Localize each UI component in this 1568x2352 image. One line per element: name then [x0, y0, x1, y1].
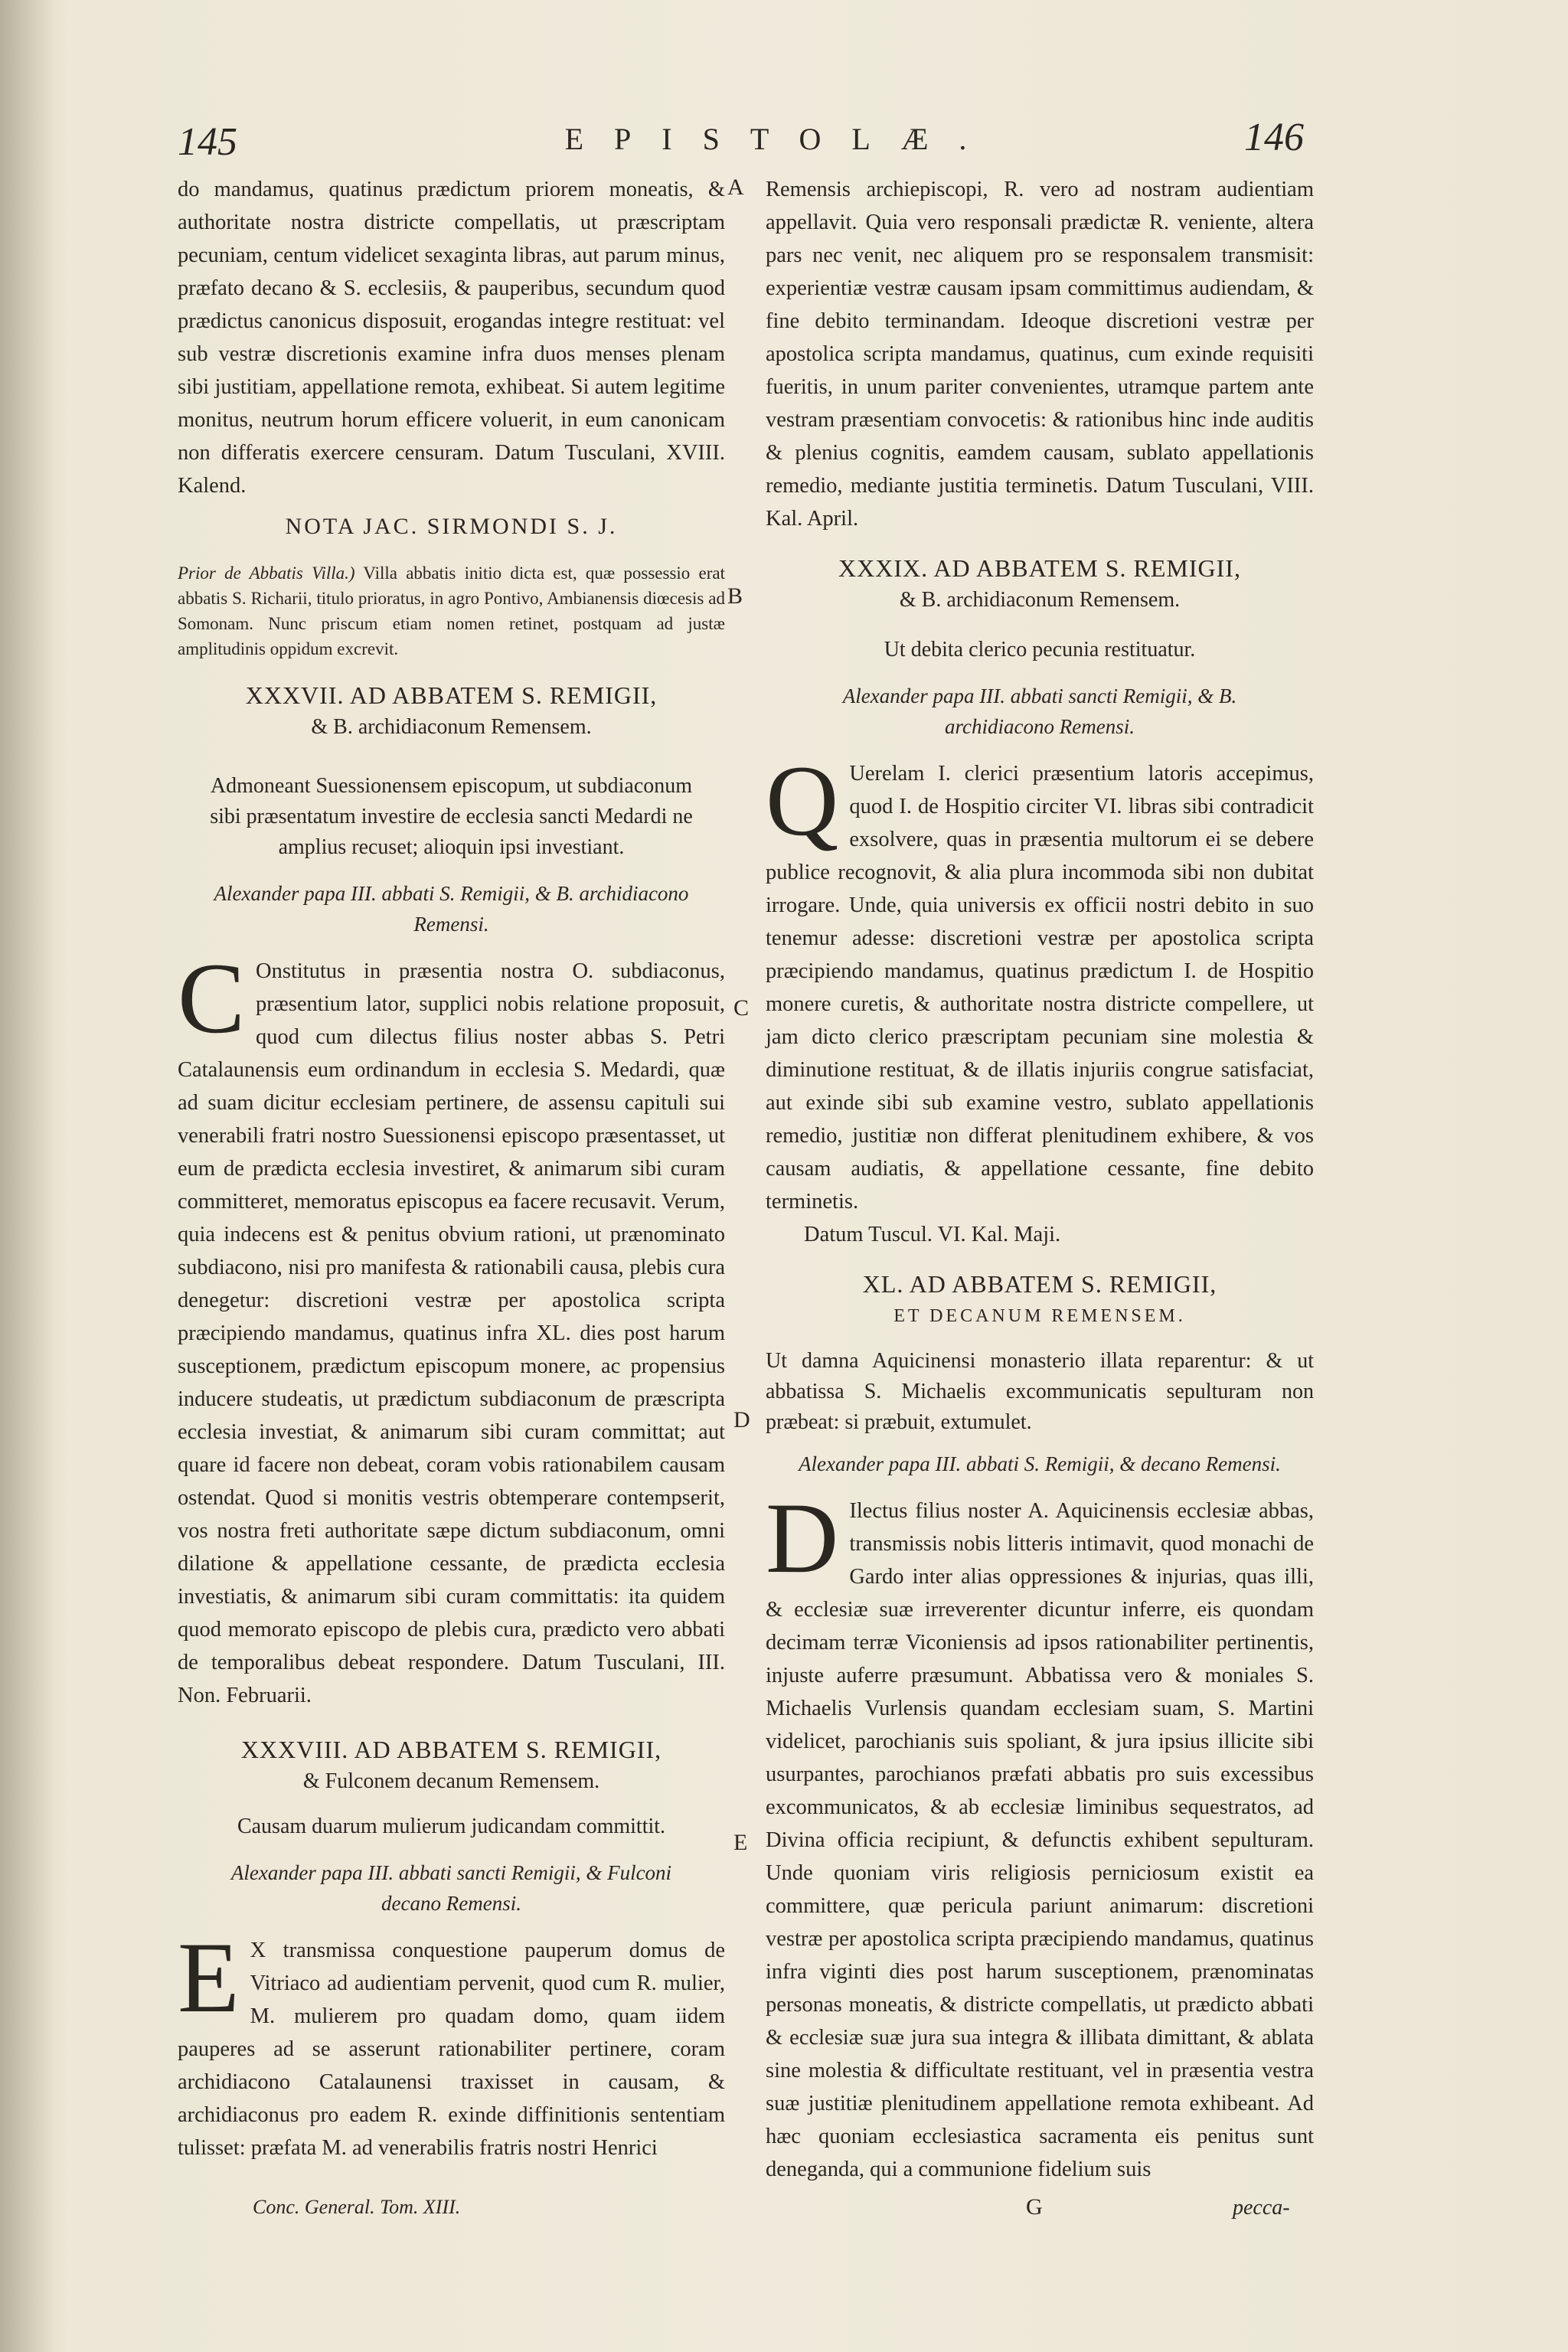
letter-body-text: X transmissa conquestione pauperum domus de Vitriaco ad audientiam pervenit, quod cum R. mulier, M. mulierem pro quadam domo, quam iidem pauperes ad se asserunt rationabiliter pertinere, coram archidiacono Catalaunensi traxisset in causam, & archidiaconus pro eadem R. exinde diffinitionis sententiam tulisset: præfata M. ad venerabilis fratris nostri Henrici: [178, 1939, 725, 2160]
running-title: EPISTOLÆ.: [564, 122, 998, 156]
letter-body-text: Onstitutus in præsentia nostra O. subdiaconus, præsentium lator, supplici nobis relatione proposuit, quod cum dilectus filius noster abbas S. Petri Catalaunensis eum ordinandum in ecclesia S. Medardi, quæ ad suam dicitur ecclesiam pertinere, de assensu capituli sui venerabili fratri nostro Suessionensi episcopo præsentasset, ut eum de prædicta ecclesia investiret, & animarum sibi curam committeret, memoratus episcopus ea facere recusavit. Verum, quia indecens est & penitus obvium rationi, ut prænominato subdiacono, nisi pro manifesta & rationabili causa, plebis cura denegetur: discretioni vestræ per apostolica scripta præcipiendo mandamus, quatinus infra XL. dies post harum susceptionem, prædictum episcopum monere, ac propensius inducere studeatis, ut prædictum subdiaconum de præscripta ecclesia investiat, & animarum sibi curam committat; aut quare id facere non debeat, coram vobis rationabilem causam ostendat. Quod si monitis vestris obtemperare contempserit, vos nostra freti authoritate sæpe dictum subdiaconum, omni dilatione & appellatione cessante, de prædicta ecclesia investiatis, & animarum sibi curam committatis: ita quidem quod memorato episcopo de plebis cura, prædicto vero abbati de temporalibus debeat respondere. Datum Tusculani, III. Non. Februarii.: [178, 959, 725, 1707]
note-lemma: Prior de Abbatis Villa.): [178, 564, 355, 583]
letter-heading-37: [178, 679, 725, 743]
margin-marker-e: E: [733, 1830, 748, 1855]
letter-summary: Admoneant Suessionensem episcopum, ut subdiaconum sibi præsentatum investire de ecclesia sancti Medardi ne amplius recuset; alioquin ipsi investiant.: [210, 774, 693, 859]
letter-summary: Ut damna Aquicinensi monasterio illata reparentur: & ut abbatissa S. Michaelis excommunicatis sepulturam non præbeat: si præbuit, extumulet.: [766, 1349, 1314, 1434]
note-text: Villa abbatis initio dicta est, quæ possessio erat abbatis S. Richarii, titulo prioratus, in agro Pontivo, Ambianensis diœcesis ad Somonam. Nunc priscum etiam nomen retinet, postquam ad justæ amplitudinis oppidum excrevit.: [178, 564, 725, 658]
drop-capital: E: [178, 1921, 240, 2034]
letter-summary: Ut debita clerico pecunia restituatur.: [884, 638, 1196, 662]
letter-salutation: Alexander papa III. abbati S. Remigii, & decano Remensi.: [799, 1452, 1281, 1475]
letter-title: XL. AD ABBATEM S. REMIGII,: [862, 1270, 1217, 1298]
catchword: pecca-: [1233, 2196, 1290, 2220]
letter-addressee: & Fulconem decanum Remensem.: [302, 1769, 600, 1793]
letter-title: XXXVIII. AD ABBATEM S. REMIGII,: [240, 1736, 662, 1763]
footer-volume: Conc. General. Tom. XIII.: [253, 2196, 461, 2218]
page-header: [0, 115, 1568, 168]
letter-body-text: Uerelam I. clerici præsentium latoris accepimus, quod I. de Hospitio circiter VI. libras sibi contradicit exsolvere, quas in præsentia multorum ei se debere publice recognovit, & alia plura incommoda sibi non dubitat irrogare. Unde, quia universis ex officii nostri debito in suo tenemur adesse: discretioni vestræ per apostolica scripta præcipiendo mandamus, quatinus prædictum I. de Hospitio monere curetis, & authoritate nostra districte compellere, ut jam dicto clerico præscriptam pecuniam sine molestia & diminutione restituat, & de illatis injuriis congrue satisfaciat, aut exinde sibi sub examine vestro, sublato appellationis remedio, justitiæ non differat plenitudinem exhibere, & vos causam audiatis, & appellatione cessante, fine debito terminetis.: [766, 762, 1314, 1214]
letter-addressee: & B. archidiaconum Remensem.: [311, 715, 592, 739]
letter-addressee: & B. archidiaconum Remensem.: [899, 588, 1181, 612]
margin-marker-d: D: [733, 1407, 750, 1432]
letter-addressee: ET DECANUM REMENSEM.: [893, 1306, 1186, 1326]
letter-salutation: Alexander papa III. abbati S. Remigii, & B. archidiacono Remensi.: [214, 882, 689, 936]
letter-summary: Causam duarum mulierum judicandam committit.: [237, 1815, 666, 1838]
letter-heading-40: [766, 1268, 1314, 1332]
continuation-text: do mandamus, quatinus prædictum priorem moneatis, & authoritate nostra districte compellatis, ut præscriptam pecuniam, centum videlicet sexaginta libras, aut parum minus, præfato decano & S. ecclesiis, & pauperibus, secundum quod prædictus canonicus disposuit, erogandas integre restituat: vel sub vestræ discretionis examine infra duos menses plenam sibi justitiam, appellatione remota, exhibeat. Si autem legitime monitus, neutrum horum efficere voluerit, in eum canonicam non differatis exercere censuram. Datum Tusculani, XVIII. Kalend.: [178, 178, 725, 498]
letter-title: XXXVII. AD ABBATEM S. REMIGII,: [245, 681, 658, 709]
note-heading: NOTA JAC. SIRMONDI S. J.: [285, 514, 618, 539]
letter-dateline: Datum Tuscul. VI. Kal. Maji.: [804, 1223, 1061, 1246]
letter-salutation: Alexander papa III. abbati sancti Remigii, & Fulconi decano Remensi.: [230, 1861, 672, 1915]
letter-salutation: Alexander papa III. abbati sancti Remigii, & B. archidiacono Remensi.: [842, 684, 1237, 738]
margin-marker-b: B: [727, 583, 743, 609]
letter-body: [178, 1921, 725, 2164]
right-page-number: 146: [1244, 116, 1304, 159]
right-column: [766, 173, 1314, 2186]
drop-capital: D: [766, 1481, 839, 1594]
gutter-shadow: [0, 0, 54, 2352]
left-column: [178, 173, 725, 2164]
letter-body: [178, 942, 725, 1712]
letter-body-text: Ilectus filius noster A. Aquicinensis ecclesiæ abbas, transmissis nobis litteris intimavit, quod monachi de Gardo inter alias oppressiones & injurias, quas illi, & ecclesiæ suæ irreverenter dicuntur inferre, eis quondam decimam terræ Viconiensis ad ipsos rationabiliter pertinentis, injuste auferre præsumunt. Abbatissa vero & moniales S. Michaelis Vurlensis quandam ecclesiam suam, S. Martini videlicet, parochianis suis spoliant, & jura ipsius illicite sibi usurpantes, parochianos præfati abbatis pro suis excessibus excommunicatos, & ab ecclesiæ liminibus sequestratos, ad Divina officia recipiunt, & defunctis exhibent sepulturam. Unde quoniam viris religiosis perniciosum existit ea committere, quæ pericula pariunt animarum: discretioni vestræ per apostolica scripta præcipiendo mandamus, quatinus infra viginti dies post harum susceptionem, prænominatas personas moneatis, & districte compellatis, ut prædicto abbati & ecclesiæ suæ jura sua integra & illibata dimittant, & ablata sine molestia & difficultate restituant, vel in præsentia vestra suæ justitiæ plenitudinem appellatione remota exhibeant. Ad hæc quoniam ecclesiastica sacramenta eis penitus sunt deneganda, qui a communione fidelium suis: [766, 1499, 1314, 2181]
letter-heading-39: [766, 552, 1314, 616]
letter-heading-38: [178, 1733, 725, 1798]
signature-mark: G: [1026, 2194, 1043, 2220]
margin-marker-a: A: [727, 175, 744, 200]
drop-capital: C: [178, 942, 246, 1054]
letter-body: [766, 744, 1314, 1218]
letter-body: [766, 1481, 1314, 2186]
continuation-text: Remensis archiepiscopi, R. vero ad nostram audientiam appellavit. Quia vero responsali prædictæ R. veniente, altera pars nec venit, nec aliquem pro se responsalem transmisit: experientiæ vestræ causam ipsam committimus audiendam, & fine debito terminandam. Ideoque discretioni vestræ per apostolica scripta mandamus, quatinus, cum exinde requisiti fueritis, in unum pariter convenientes, utramque partem ante vestram præsentiam convocetis: & rationibus hinc inde auditis & plenius cognitis, eamdem causam, sublato appellationis remedio, mediante justitia terminetis. Datum Tusculani, VIII. Kal. April.: [766, 178, 1314, 531]
sirmond-note: [178, 560, 725, 662]
left-page-number: 145: [178, 120, 237, 164]
drop-capital: Q: [766, 744, 839, 857]
letter-title: XXXIX. AD ABBATEM S. REMIGII,: [838, 554, 1241, 582]
margin-marker-c: C: [733, 995, 750, 1021]
